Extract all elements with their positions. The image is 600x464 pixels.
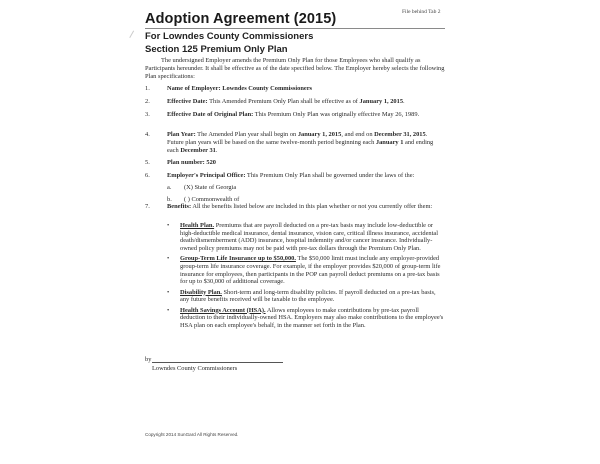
item-label: Effective Date: [167, 98, 208, 105]
benefits-list [167, 222, 445, 332]
benefit-disability-plan: • Disability Plan. Short-term and long-term disability policies. If payroll deducted on a pre-tax basis, any future benefits received will be taxable to the employee. [167, 288, 436, 304]
item-number: 5. [145, 159, 150, 166]
copyright-notice: Copyright 2014 SunGard All Rights Reserved. [145, 432, 239, 437]
bullet-icon: • [167, 288, 170, 296]
item-label: Plan Year: [167, 131, 196, 138]
signature-line [152, 362, 283, 363]
item-label: Plan number: 520 [167, 159, 216, 166]
scan-artifact [129, 31, 136, 40]
signatory-name: Lowndes County Commissioners [152, 365, 238, 372]
item-original-effective-date: 3. Effective Date of Original Plan: This Premium Only Plan was originally effective May 26, 1989. [145, 111, 420, 118]
item-plan-number [145, 159, 445, 167]
item-number: 4. [145, 131, 150, 138]
item-effective-date: 2. Effective Date: This Amended Premium Only Plan shall be effective as of January 1, 2015. [145, 98, 405, 105]
plan-subtitle: Section 125 Premium Only Plan [145, 44, 288, 55]
signature-by-label: by [145, 356, 152, 363]
item-plan-year: 4. Plan Year: The Amended Plan year shall begin on January 1, 2015, and end on December 31, 2015. Future plan years will be based on the same twelve-month period beginning each January 1 and ending each December 31. [145, 131, 434, 154]
file-note: File behind Tab 2 [402, 9, 441, 15]
item-label: Name of Employer: Lowndes County Commissioners [167, 85, 313, 92]
bullet-icon: • [167, 222, 170, 229]
item-benefits: 7. Benefits: All the benefits listed below are included in this plan whether or not you currently offer them: [145, 203, 433, 210]
option-commonwealth: b. ( ) Commonwealth of [167, 196, 240, 203]
item-number: 1. [145, 85, 150, 92]
document-title: Adoption Agreement (2015) [145, 11, 337, 27]
item-label: Benefits: [167, 203, 192, 210]
item-number: 3. [145, 111, 150, 118]
benefit-group-term-life: • Group-Term Life Insurance up to $50,000. The $50,000 limit must include any employer-provided group-term life insurance coverage. For example, if the employer provides $20,000 of group-term life insurance for employees, then participants in the POP can payroll deduct premiums on a pre-tax basis for up to $30,000 of additional coverage. [167, 255, 441, 286]
item-employer-name [145, 85, 445, 93]
item-number: 2. [145, 98, 150, 105]
bullet-icon: • [167, 306, 170, 314]
bullet-icon: • [167, 255, 170, 263]
item-principal-office: 6. Employer's Principal Office: This Premium Only Plan shall be governed under the laws of the: [145, 172, 415, 179]
title-divider [145, 28, 445, 29]
item-label: Effective Date of Original Plan: [167, 111, 254, 118]
intro-paragraph: The undersigned Employer amends the Premium Only Plan for those Employees who shall qualify as Participants hereunder. It shall be effective as of the date specified below. The Employer hereby selects the following Plan specifications: [145, 57, 445, 81]
item-label: Employer's Principal Office: [167, 172, 246, 179]
option-state-of-georgia: a. (X) State of Georgia [167, 184, 237, 191]
item-number: 7. [145, 203, 150, 210]
employer-subtitle: For Lowndes County Commissioners [145, 31, 314, 42]
benefit-health-plan: • Health Plan. Premiums that are payroll deducted on a pre-tax basis may include low-deductible or high-deductible medical insurance, dental insurance, vision care, critical illness insurance, accidental death/dismemberment (ADD) insurance, hospital indemnity and/or cancer insurance. Individually-owned policy premiums may not be paid with pre-tax dollars through the Premium Only Plan. [167, 222, 439, 253]
benefit-hsa: • Health Savings Account (HSA). Allows employees to make contributions by pre-tax payroll deduction to their individually-owned HSA. Employers may also make contributions to the employee's HSA plan on each employee's behalf, in the manner set forth in the Plan. [167, 306, 444, 329]
item-number: 6. [145, 172, 150, 179]
